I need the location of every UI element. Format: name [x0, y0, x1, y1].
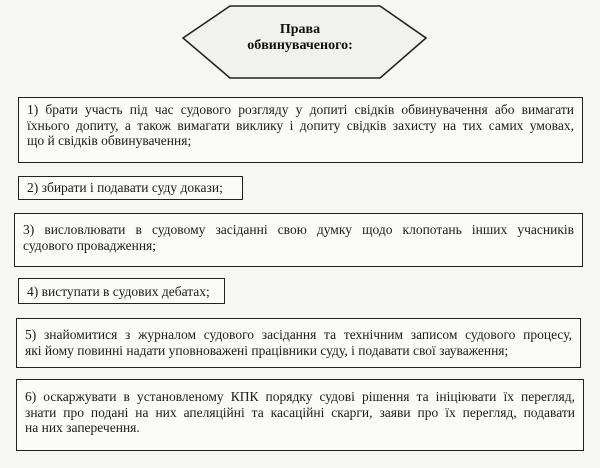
right-1-line-2: їхнього допиту, а також вимагати виклику і допиту свідків захисту на тих самих умовах, — [27, 117, 574, 133]
right-box-5 — [16, 318, 581, 368]
right-box-6 — [16, 379, 584, 451]
right-5-line-2: які йому повинні надати уповноважені працівники суду, і подавати свої зауваження; — [25, 342, 509, 358]
right-1-line-1: 1) брати участь під час судового розгляду у допиті свідків обвинувачення або вимагати — [27, 102, 574, 117]
right-3-line-1: 3) висловлювати в судовому засіданні свою думку щодо клопотань інших учасників — [23, 222, 574, 237]
right-box-3 — [14, 213, 583, 267]
title-line-2: обвинуваченого: — [247, 38, 353, 53]
right-6-line-3: на них заперечення. — [25, 420, 140, 435]
right-4-line-1: 4) виступати в судових дебатах; — [27, 284, 210, 299]
right-box-1 — [18, 97, 583, 163]
right-box-4 — [18, 278, 225, 304]
right-5-line-1: 5) знайомитися з журналом судового засідання та технічним записом судового процесу, — [25, 327, 572, 342]
right-6-line-2: знати про подані на них апеляційні та касаційні скарги, заяви про їх перегляд, подавати — [25, 404, 575, 420]
page-title — [210, 22, 390, 54]
right-2-line-1: 2) збирати і подавати суду докази; — [27, 180, 223, 195]
right-1-line-3: що й свідків обвинувачення; — [27, 133, 192, 148]
title-line-1: Права — [279, 22, 321, 37]
right-3-line-2: судового провадження; — [23, 237, 157, 253]
right-box-2 — [18, 176, 243, 200]
right-6-line-1: 6) оскаржувати в установленому КПК порядку судові рішення та ініціювати їх перегляд, — [25, 389, 575, 404]
